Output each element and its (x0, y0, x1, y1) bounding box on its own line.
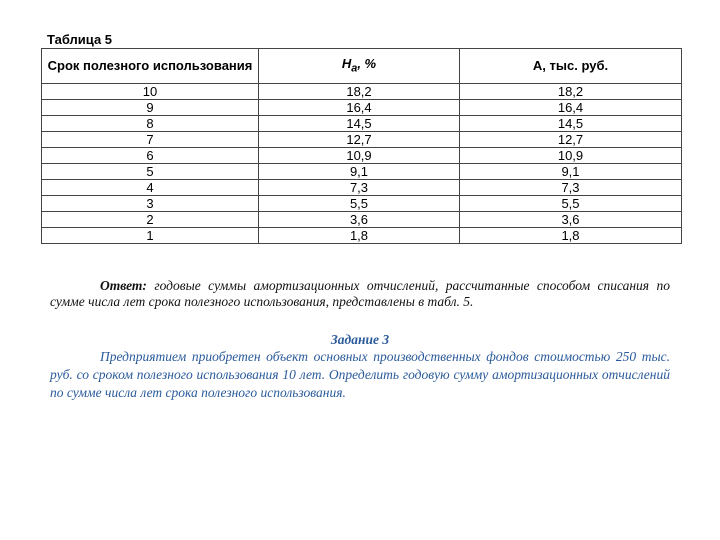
cell-term: 10 (42, 84, 259, 100)
cell-rate: 18,2 (259, 84, 460, 100)
cell-term: 1 (42, 228, 259, 244)
cell-rate: 1,8 (259, 228, 460, 244)
cell-term: 2 (42, 212, 259, 228)
answer-lead: Ответ: (100, 278, 147, 293)
cell-amount: 16,4 (460, 100, 682, 116)
cell-amount: 7,3 (460, 180, 682, 196)
task-title: Задание 3 (330, 332, 390, 347)
depreciation-table (41, 48, 682, 244)
cell-rate: 16,4 (259, 100, 460, 116)
answer-text (50, 278, 670, 310)
cell-rate: 5,5 (259, 196, 460, 212)
table-row (42, 100, 682, 116)
table-row (42, 116, 682, 132)
cell-term: 7 (42, 132, 259, 148)
table-row (42, 164, 682, 180)
cell-amount: 3,6 (460, 212, 682, 228)
cell-amount: 9,1 (460, 164, 682, 180)
task-text: Предприятием приобретен объект основных производственных фондов стоимостью 250 тыс. руб. со сроком полезного использования 10 лет. Определить годовую сумму амортизационных отчислений по сумме числа лет срока полезного использования. (50, 349, 670, 400)
cell-rate: 14,5 (259, 116, 460, 132)
table-row (42, 180, 682, 196)
cell-term: 5 (42, 164, 259, 180)
cell-rate: 7,3 (259, 180, 460, 196)
cell-term: 8 (42, 116, 259, 132)
cell-amount: 5,5 (460, 196, 682, 212)
cell-amount: 12,7 (460, 132, 682, 148)
header-amount: А, тыс. руб. (460, 49, 682, 84)
cell-amount: 1,8 (460, 228, 682, 244)
cell-term: 6 (42, 148, 259, 164)
header-rate (259, 49, 460, 84)
header-rate-sub: а (351, 62, 358, 75)
table-row (42, 148, 682, 164)
table-row (42, 212, 682, 228)
table-row (42, 84, 682, 100)
cell-term: 3 (42, 196, 259, 212)
cell-term: 4 (42, 180, 259, 196)
cell-rate: 10,9 (259, 148, 460, 164)
cell-amount: 14,5 (460, 116, 682, 132)
header-term: Срок полезного использования (42, 49, 259, 84)
cell-term: 9 (42, 100, 259, 116)
table-row (42, 228, 682, 244)
table-row (42, 196, 682, 212)
cell-amount: 18,2 (460, 84, 682, 100)
header-rate-unit: , % (357, 55, 377, 71)
cell-rate: 3,6 (259, 212, 460, 228)
answer-paragraph (50, 278, 670, 310)
header-rate-symbol: Н (341, 55, 352, 71)
cell-rate: 9,1 (259, 164, 460, 180)
answer-body: годовые суммы амортизационных отчислений, рассчитанные способом списания по сумме числа лет срока полезного использования, представлены в табл. 5. (50, 278, 670, 309)
table-row (42, 132, 682, 148)
table-header-row (42, 49, 682, 84)
cell-rate: 12,7 (259, 132, 460, 148)
table-caption: Таблица 5 (47, 32, 113, 47)
cell-amount: 10,9 (460, 148, 682, 164)
